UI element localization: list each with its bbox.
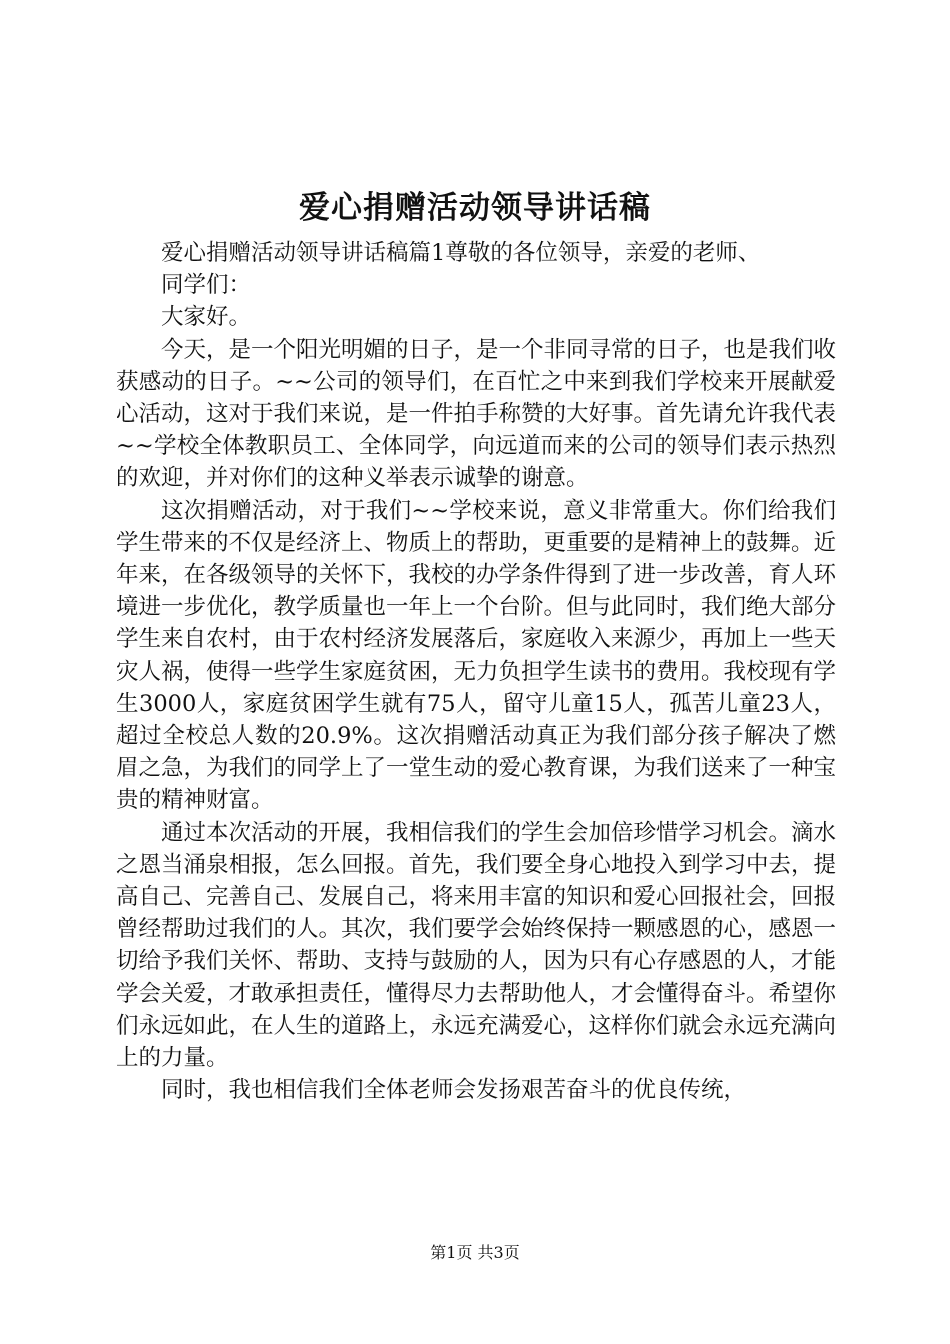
paragraph: 大家好。	[161, 304, 252, 331]
page-footer: 第1页 共3页	[430, 1243, 520, 1262]
paragraph: 同学们：	[161, 272, 252, 299]
paragraph: 今天，是一个阳光明媚的日子，是一个非同寻常的日子，也是我们收获感动的日子。~~公司的领导们，在百忙之中来到我们学校来开展献爱心活动，这对于我们来说，是一件拍手称赞的大好事。首先请允许我代表~~学校全体教职员工、全体同学，向远道而来的公司的领导们表示热烈的欢迎，并对你们的这种义举表示诚挚的谢意。	[116, 336, 837, 492]
document-body	[116, 237, 836, 1106]
paragraph: 爱心捐赠活动领导讲话稿篇1尊敬的各位领导，亲爱的老师、	[161, 240, 761, 266]
paragraph: 通过本次活动的开展，我相信我们的学生会加倍珍惜学习机会。滴水之恩当涌泉相报，怎么回报。首先，我们要全身心地投入到学习中去，提高自己、完善自己、发展自己，将来用丰富的知识和爱心回报社会，回报曾经帮助过我们的人。其次，我们要学会始终保持一颗感恩的心，感恩一切给予我们关怀、帮助、支持与鼓励的人，因为只有心存感恩的人，才能学会关爱，才敢承担责任，懂得尽力去帮助他人，才会懂得奋斗。希望你们永远如此，在人生的道路上，永远充满爱心，这样你们就会永远充满向上的力量。	[116, 819, 837, 1072]
paragraph: 同时，我也相信我们全体老师会发扬艰苦奋斗的优良传统，	[161, 1077, 747, 1104]
paragraph: 这次捐赠活动，对于我们~~学校来说，意义非常重大。你们给我们学生带来的不仅是经济上、物质上的帮助，更重要的是精神上的鼓舞。近年来，在各级领导的关怀下，我校的办学条件得到了进一步改善，育人环境进一步优化，教学质量也一年上一个台阶。但与此同时，我们绝大部分学生来自农村，由于农村经济发展落后，家庭收入来源少，再加上一些天灾人祸，使得一些学生家庭贫困，无力负担学生读书的费用。我校现有学生3000人，家庭贫困学生就有75人，留守儿童15人，孤苦儿童23人，超过全校总人数的20.9%。这次捐赠活动真正为我们部分孩子解决了燃眉之急，为我们的同学上了一堂生动的爱心教育课，为我们送来了一种宝贵的精神财富。	[116, 497, 837, 814]
document-title: 爱心捐赠活动领导讲话稿	[299, 190, 651, 226]
